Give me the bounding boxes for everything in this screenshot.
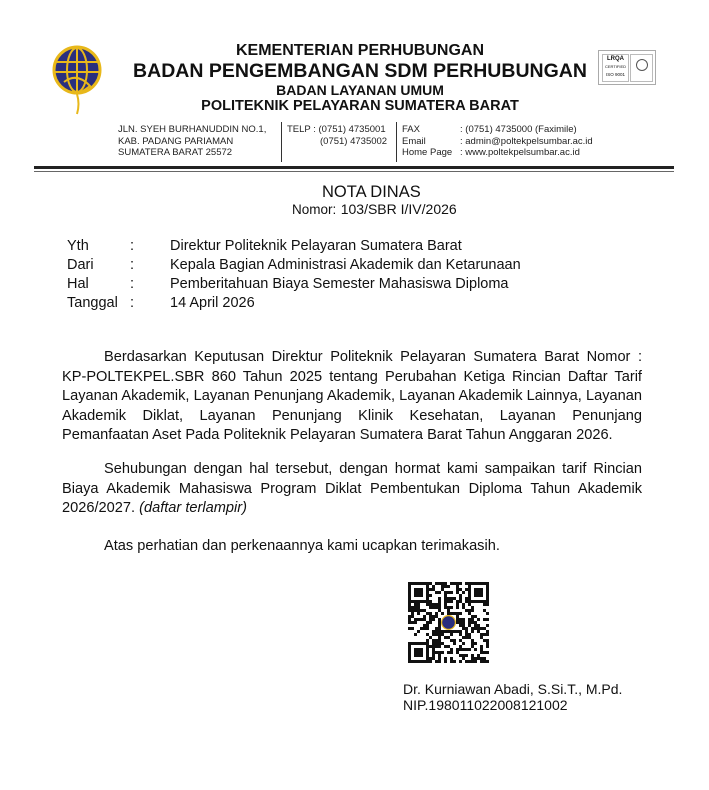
meta-sep: : xyxy=(130,295,135,311)
number-value: 103/SBR I/IV/2026 xyxy=(340,201,457,217)
meta-sep: : xyxy=(130,238,135,254)
signer-nip: NIP.198011022008121002 xyxy=(403,697,568,713)
meta-label: Dari xyxy=(67,257,94,273)
meta-value: Kepala Bagian Administrasi Akademik dan Ketarunaan xyxy=(170,257,521,273)
address-line: SUMATERA BARAT 25572 xyxy=(118,147,233,158)
para2-text: Sehubungan dengan hal tersebut, dengan hormat kami sampaikan tarif Rincian Biaya Akademik Mahasiswa Program Diklat Pembentukan Diploma Tahun Akademik 2026/2027. xyxy=(62,461,642,516)
body-paragraph-3: Atas perhatian dan perkenaannya kami ucapkan terimakasih. xyxy=(104,538,500,554)
body-paragraph-2 xyxy=(62,460,642,519)
contact-label: FAX xyxy=(402,124,420,135)
meta-value: Direktur Politeknik Pelayaran Sumatera Barat xyxy=(170,238,462,254)
signer-name: Dr. Kurniawan Abadi, S.Si.T., M.Pd. xyxy=(403,681,623,697)
meta-sep: : xyxy=(130,257,135,273)
header-rule xyxy=(34,166,674,169)
contact-block xyxy=(402,124,593,159)
institution-name: POLITEKNIK PELAYARAN SUMATERA BARAT xyxy=(201,98,519,114)
number-label: Nomor: xyxy=(292,202,337,217)
meta-label: Yth xyxy=(67,238,89,254)
meta-sep: : xyxy=(130,276,135,292)
iso-cert-logo: LRQA CERTIFIED ISO 9001 xyxy=(598,50,656,85)
meta-label: Tanggal xyxy=(67,295,118,311)
agency-name: BADAN PENGEMBANGAN SDM PERHUBUNGAN xyxy=(133,60,587,82)
para2-italic: (daftar terlampir) xyxy=(139,500,247,516)
ministry-name: KEMENTERIAN PERHUBUNGAN xyxy=(235,42,484,59)
telp-number: (0751) 4735002 xyxy=(320,135,388,147)
telp-block xyxy=(287,124,387,147)
contact-value: : (0751) 4735000 (Faximile) xyxy=(460,124,577,135)
doc-number xyxy=(292,201,457,219)
meta-value: Pemberitahuan Biaya Semester Mahasiswa Diploma xyxy=(170,276,509,292)
address-line: JLN. SYEH BURHANUDDIN NO.1, xyxy=(118,124,267,135)
contact-value[interactable]: : admin@poltekpelsumbar.ac.id xyxy=(460,135,593,147)
doc-title: NOTA DINAS xyxy=(322,183,421,201)
body-paragraph-1: Berdasarkan Keputusan Direktur Politeknik Pelayaran Sumatera Barat Nomor : KP-POLTEKPEL.SBR 860 Tahun 2025 tentang Perubahan Ketiga Rincian Daftar Tarif Layanan Akademik, Layanan Penunjang Akademik, Layanan Akademik Lainnya, Layanan Akademik Diklat, Layanan Penunjang Klinik Kesehatan, Layanan Penunjang Pemanfaatan Aset Pada Politeknik Pelayaran Sumatera Barat Tahun Anggaran 2026. xyxy=(62,349,642,443)
contact-label: Home Page xyxy=(402,147,453,158)
header-rule-thin xyxy=(34,171,674,172)
unit-name: BADAN LAYANAN UMUM xyxy=(276,82,444,98)
telp-number: (0751) 4735001 xyxy=(318,124,386,135)
address-line: KAB. PADANG PARIAMAN xyxy=(118,135,234,147)
divider xyxy=(396,122,397,162)
contact-label: Email xyxy=(402,135,426,147)
telp-label: TELP : xyxy=(287,124,316,135)
qr-code-signature xyxy=(408,582,489,663)
meta-label: Hal xyxy=(67,276,89,292)
address-block xyxy=(118,124,266,159)
contact-value[interactable]: : www.poltekpelsumbar.ac.id xyxy=(460,147,580,158)
divider xyxy=(281,122,282,162)
meta-value: 14 April 2026 xyxy=(170,295,255,311)
